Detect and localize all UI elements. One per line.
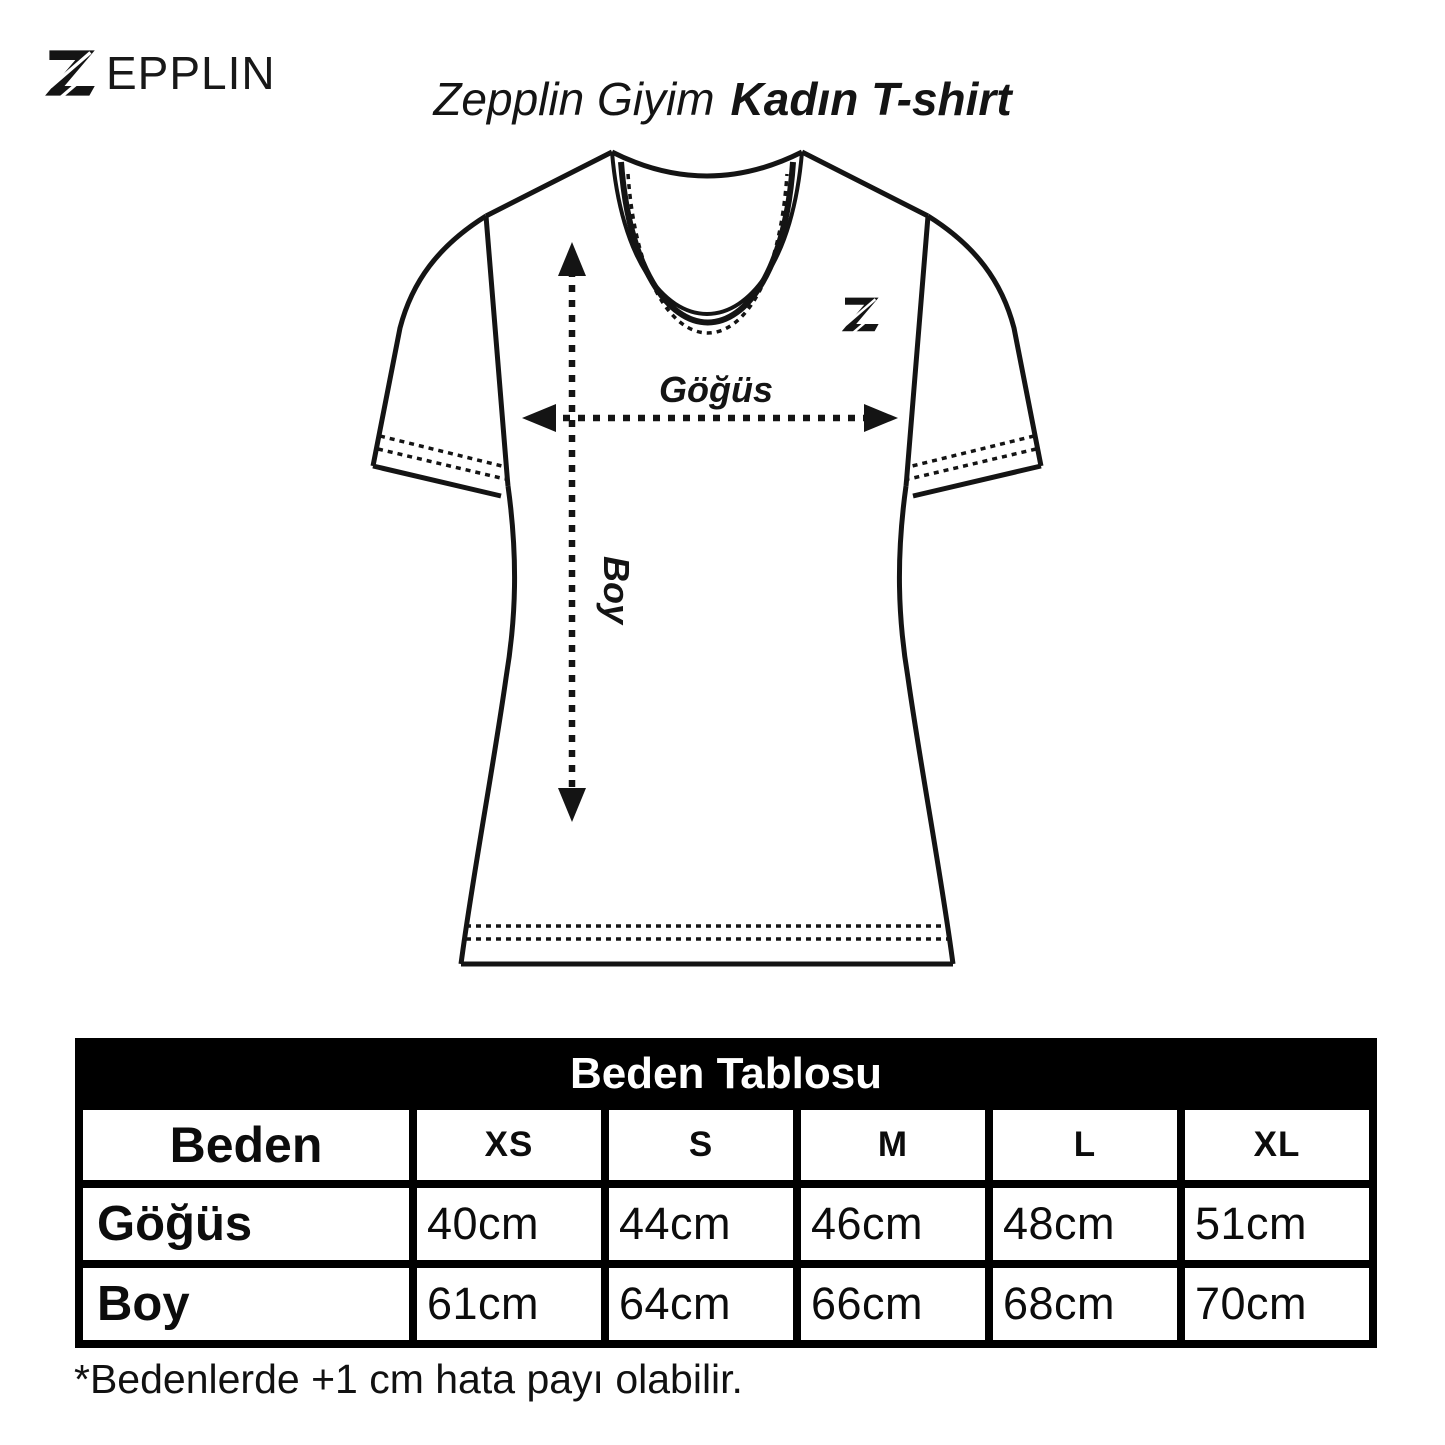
length-value-m: 66cm <box>801 1268 985 1340</box>
neckline-inner-seam <box>621 162 793 323</box>
left-shoulder-line <box>486 152 612 216</box>
chest-arrowhead-right <box>864 404 898 432</box>
right-shoulder-line <box>802 152 928 216</box>
chest-value-xl: 51cm <box>1185 1188 1369 1260</box>
brand-logo-text: EPPLIN <box>106 47 276 99</box>
row-label-chest: Göğüs <box>83 1188 409 1260</box>
size-tolerance-footnote: *Bedenlerde +1 cm hata payı olabilir. <box>74 1356 743 1402</box>
tshirt-diagram <box>0 118 1445 1018</box>
size-col-header-m: M <box>801 1110 985 1180</box>
page-title-regular: Zepplin Giyim <box>433 73 715 125</box>
right-sleeve-outer <box>928 216 1041 466</box>
chest-value-l: 48cm <box>993 1188 1177 1260</box>
left-side-seam <box>461 486 515 964</box>
chest-z-logo-icon <box>842 298 880 333</box>
chest-value-xs: 40cm <box>417 1188 601 1260</box>
right-cuff-stitch-2 <box>909 449 1036 479</box>
length-arrowhead-bottom <box>558 788 586 822</box>
size-table-title: Beden Tablosu <box>83 1046 1369 1102</box>
size-col-header-s: S <box>609 1110 793 1180</box>
size-col-header-xl: XL <box>1185 1110 1369 1180</box>
length-value-xs: 61cm <box>417 1268 601 1340</box>
left-cuff-stitch-1 <box>380 436 506 467</box>
left-sleeve-outer <box>373 216 486 466</box>
page-title-bold: Kadın T-shirt <box>730 73 1012 125</box>
right-side-seam <box>899 486 953 964</box>
length-arrowhead-top <box>558 242 586 276</box>
left-armhole-seam <box>486 216 508 486</box>
right-armhole-seam <box>906 216 928 486</box>
size-table <box>75 1038 1377 1348</box>
right-cuff-stitch-1 <box>908 436 1034 467</box>
length-value-xl: 70cm <box>1185 1268 1369 1340</box>
size-col-header-l: L <box>993 1110 1177 1180</box>
chest-value-s: 44cm <box>609 1188 793 1260</box>
length-value-l: 68cm <box>993 1268 1177 1340</box>
length-value-s: 64cm <box>609 1268 793 1340</box>
row-label-length: Boy <box>83 1268 409 1340</box>
neckline-stitch-dotted <box>628 174 787 333</box>
chest-arrowhead-left <box>522 404 556 432</box>
collar-back-line <box>612 152 802 176</box>
length-measure-label: Boy <box>596 555 637 625</box>
left-cuff-stitch-2 <box>378 449 505 479</box>
chest-measure-label: Göğüs <box>659 369 773 410</box>
right-sleeve-cuff <box>913 466 1041 496</box>
size-table-corner-header: Beden <box>83 1110 409 1180</box>
size-col-header-xs: XS <box>417 1110 601 1180</box>
chest-value-m: 46cm <box>801 1188 985 1260</box>
left-sleeve-cuff <box>373 466 501 496</box>
